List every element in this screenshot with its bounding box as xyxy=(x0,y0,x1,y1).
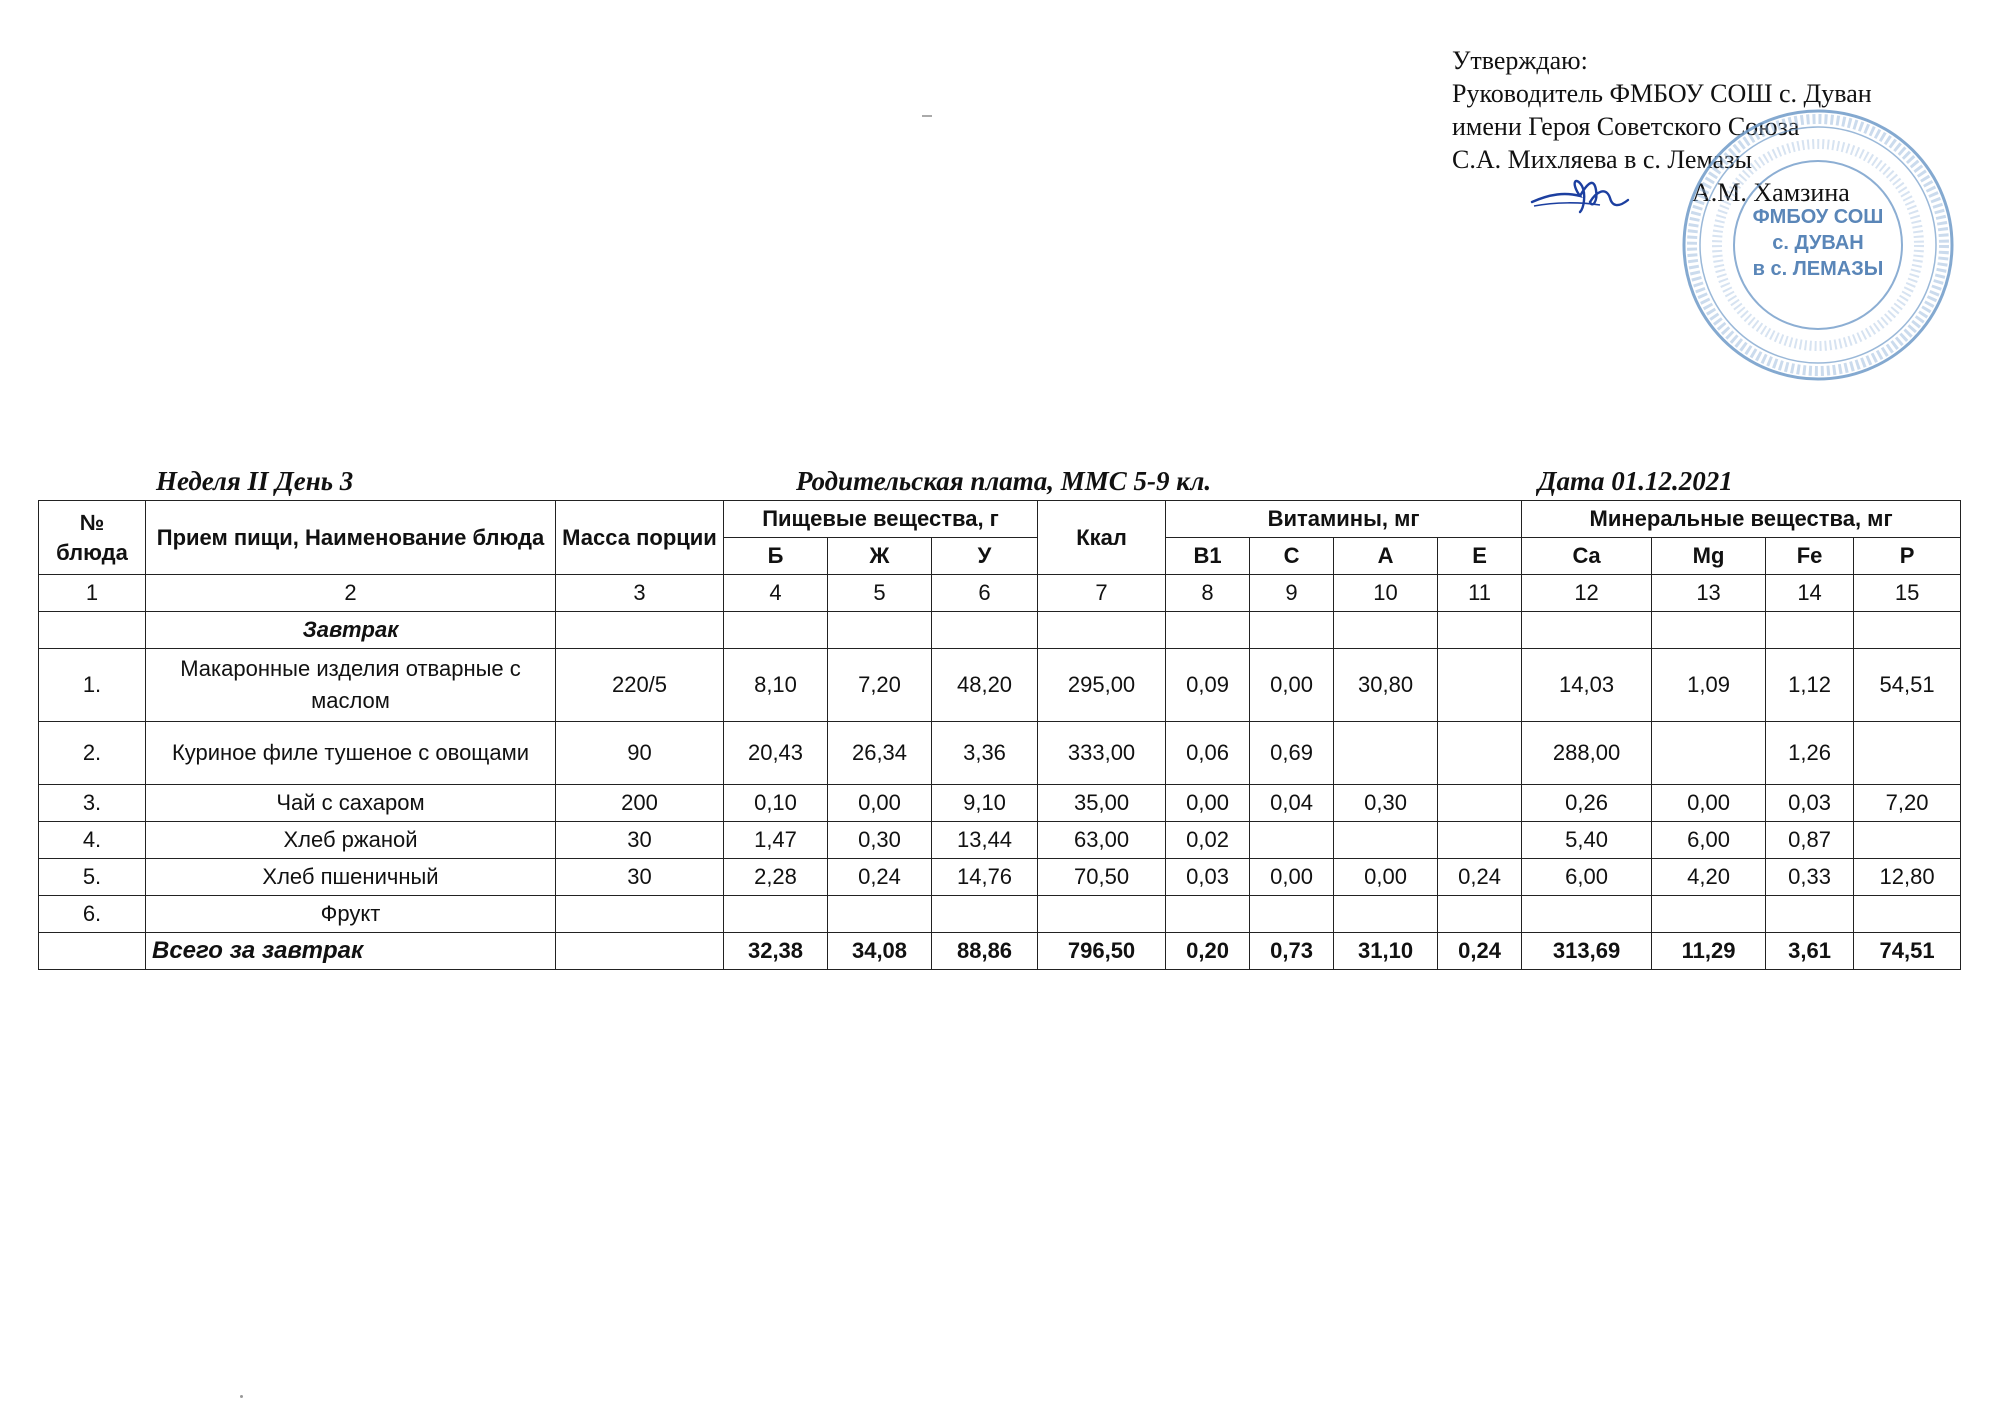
dish-a: 30,80 xyxy=(1334,649,1438,722)
dish-kcal: 295,00 xyxy=(1038,649,1166,722)
dish-zh: 7,20 xyxy=(828,649,932,722)
dish-p xyxy=(1854,722,1961,785)
empty-cell xyxy=(1166,612,1250,649)
dish-name: Хлеб ржаной xyxy=(146,822,556,859)
col-p-header: P xyxy=(1854,538,1961,575)
column-number: 9 xyxy=(1250,575,1334,612)
dish-number: 2. xyxy=(39,722,146,785)
empty-cell xyxy=(1250,612,1334,649)
section-title: Завтрак xyxy=(146,612,556,649)
dish-name: Макаронные изделия отварные с маслом xyxy=(146,649,556,722)
dish-c: 0,69 xyxy=(1250,722,1334,785)
total-b1: 0,20 xyxy=(1166,933,1250,970)
column-number: 3 xyxy=(556,575,724,612)
dish-b1: 0,00 xyxy=(1166,785,1250,822)
total-b: 32,38 xyxy=(724,933,828,970)
total-ca: 313,69 xyxy=(1522,933,1652,970)
dish-kcal xyxy=(1038,896,1166,933)
dish-rows xyxy=(39,649,1961,933)
dish-p: 12,80 xyxy=(1854,859,1961,896)
column-number-row xyxy=(39,575,1961,612)
dish-ca: 288,00 xyxy=(1522,722,1652,785)
approval-position-cont: имени Героя Советского Союза xyxy=(1452,112,1800,141)
dish-mg xyxy=(1652,722,1766,785)
empty-cell xyxy=(1854,612,1961,649)
dish-mg: 0,00 xyxy=(1652,785,1766,822)
dish-mass: 200 xyxy=(556,785,724,822)
dish-kcal: 35,00 xyxy=(1038,785,1166,822)
dish-e xyxy=(1438,896,1522,933)
col-a-header: А xyxy=(1334,538,1438,575)
empty-cell xyxy=(932,612,1038,649)
dish-p: 7,20 xyxy=(1854,785,1961,822)
dish-zh: 0,00 xyxy=(828,785,932,822)
dish-u: 13,44 xyxy=(932,822,1038,859)
dish-mg: 4,20 xyxy=(1652,859,1766,896)
dish-u: 3,36 xyxy=(932,722,1038,785)
col-c-header: С xyxy=(1250,538,1334,575)
col-mass-header: Масса порции xyxy=(556,501,724,575)
dish-u: 9,10 xyxy=(932,785,1038,822)
dish-p: 54,51 xyxy=(1854,649,1961,722)
dish-mass: 30 xyxy=(556,859,724,896)
total-u: 88,86 xyxy=(932,933,1038,970)
dish-b: 1,47 xyxy=(724,822,828,859)
table-row xyxy=(39,822,1961,859)
col-nutrients-header: Пищевые вещества, г xyxy=(724,501,1038,538)
total-mass xyxy=(556,933,724,970)
total-label: Всего за завтрак xyxy=(146,933,556,970)
column-number: 2 xyxy=(146,575,556,612)
approval-signer: А.М. Хамзина xyxy=(1692,178,1850,207)
empty-cell xyxy=(724,612,828,649)
empty-cell xyxy=(1438,612,1522,649)
col-u-header: У xyxy=(932,538,1038,575)
dish-a: 0,00 xyxy=(1334,859,1438,896)
col-b1-header: В1 xyxy=(1166,538,1250,575)
total-c: 0,73 xyxy=(1250,933,1334,970)
table-row xyxy=(39,722,1961,785)
dish-b: 0,10 xyxy=(724,785,828,822)
table-row xyxy=(39,649,1961,722)
dish-b1: 0,03 xyxy=(1166,859,1250,896)
empty-cell xyxy=(1766,612,1854,649)
dish-name: Чай с сахаром xyxy=(146,785,556,822)
total-zh: 34,08 xyxy=(828,933,932,970)
menu-date: Дата 01.12.2021 xyxy=(1538,466,1733,496)
empty-cell xyxy=(1038,612,1166,649)
dish-c xyxy=(1250,822,1334,859)
seal-line-2: с. ДУВАН xyxy=(1772,232,1864,254)
dish-kcal: 70,50 xyxy=(1038,859,1166,896)
table-row xyxy=(39,785,1961,822)
dish-fe: 0,33 xyxy=(1766,859,1854,896)
column-number: 7 xyxy=(1038,575,1166,612)
column-number: 14 xyxy=(1766,575,1854,612)
dish-mg: 6,00 xyxy=(1652,822,1766,859)
empty-cell xyxy=(828,612,932,649)
column-number: 1 xyxy=(39,575,146,612)
dish-mg xyxy=(1652,896,1766,933)
empty-cell xyxy=(556,612,724,649)
col-kcal-header: Ккал xyxy=(1038,501,1166,575)
dish-p xyxy=(1854,822,1961,859)
total-mg: 11,29 xyxy=(1652,933,1766,970)
dish-b: 2,28 xyxy=(724,859,828,896)
col-vitamins-header: Витамины, мг xyxy=(1166,501,1522,538)
dish-u xyxy=(932,896,1038,933)
dish-number: 1. xyxy=(39,649,146,722)
week-day: Неделя II День 3 xyxy=(156,466,354,496)
dish-mass: 220/5 xyxy=(556,649,724,722)
col-name-header: Прием пищи, Наименование блюда xyxy=(146,501,556,575)
total-p: 74,51 xyxy=(1854,933,1961,970)
column-number: 13 xyxy=(1652,575,1766,612)
dish-b: 8,10 xyxy=(724,649,828,722)
column-number: 15 xyxy=(1854,575,1961,612)
approval-org: С.А. Михляева в с. Лемазы xyxy=(1452,145,1752,174)
section-row xyxy=(39,612,1961,649)
dish-e xyxy=(1438,649,1522,722)
dish-fe: 0,03 xyxy=(1766,785,1854,822)
dish-e xyxy=(1438,722,1522,785)
menu-header xyxy=(40,466,1960,502)
dish-e: 0,24 xyxy=(1438,859,1522,896)
seal-line-3: в с. ЛЕМАЗЫ xyxy=(1752,258,1884,280)
dish-name: Куриное филе тушеное с овощами xyxy=(146,722,556,785)
dish-zh: 0,30 xyxy=(828,822,932,859)
dish-fe xyxy=(1766,896,1854,933)
dish-a xyxy=(1334,822,1438,859)
table-row xyxy=(39,896,1961,933)
seal-line-1: ФМБОУ СОШ xyxy=(1752,206,1884,228)
dish-number: 6. xyxy=(39,896,146,933)
dish-name: Хлеб пшеничный xyxy=(146,859,556,896)
col-num-header: № блюда xyxy=(39,501,146,575)
dish-zh: 0,24 xyxy=(828,859,932,896)
dish-mg: 1,09 xyxy=(1652,649,1766,722)
dish-ca: 6,00 xyxy=(1522,859,1652,896)
dish-kcal: 63,00 xyxy=(1038,822,1166,859)
dish-number: 4. xyxy=(39,822,146,859)
dish-name: Фрукт xyxy=(146,896,556,933)
col-ca-header: Ca xyxy=(1522,538,1652,575)
col-zh-header: Ж xyxy=(828,538,932,575)
dish-e xyxy=(1438,785,1522,822)
dish-ca: 5,40 xyxy=(1522,822,1652,859)
scan-dot xyxy=(240,1395,243,1398)
dish-ca xyxy=(1522,896,1652,933)
header-row xyxy=(39,501,1961,538)
dish-b: 20,43 xyxy=(724,722,828,785)
column-number: 4 xyxy=(724,575,828,612)
table-row xyxy=(39,859,1961,896)
dish-p xyxy=(1854,896,1961,933)
empty-cell xyxy=(1334,612,1438,649)
dish-fe: 1,26 xyxy=(1766,722,1854,785)
dish-ca: 0,26 xyxy=(1522,785,1652,822)
dish-mass xyxy=(556,896,724,933)
dish-fe: 1,12 xyxy=(1766,649,1854,722)
dish-a xyxy=(1334,896,1438,933)
column-number: 12 xyxy=(1522,575,1652,612)
dish-mass: 30 xyxy=(556,822,724,859)
dish-zh: 26,34 xyxy=(828,722,932,785)
dish-c: 0,00 xyxy=(1250,649,1334,722)
dish-a: 0,30 xyxy=(1334,785,1438,822)
dish-zh xyxy=(828,896,932,933)
column-number: 11 xyxy=(1438,575,1522,612)
dish-b1 xyxy=(1166,896,1250,933)
column-number: 8 xyxy=(1166,575,1250,612)
dish-b1: 0,09 xyxy=(1166,649,1250,722)
total-fe: 3,61 xyxy=(1766,933,1854,970)
col-fe-header: Fe xyxy=(1766,538,1854,575)
dish-c: 0,04 xyxy=(1250,785,1334,822)
stamp-icon xyxy=(1678,105,1958,385)
col-b-header: Б xyxy=(724,538,828,575)
dish-mass: 90 xyxy=(556,722,724,785)
dish-number: 5. xyxy=(39,859,146,896)
column-number: 6 xyxy=(932,575,1038,612)
payment-type: Родительская плата, ММС 5-9 кл. xyxy=(796,466,1212,496)
approval-title: Утверждаю: xyxy=(1452,46,1588,75)
dish-b1: 0,06 xyxy=(1166,722,1250,785)
empty-cell xyxy=(39,612,146,649)
empty-cell xyxy=(1652,612,1766,649)
dish-u: 48,20 xyxy=(932,649,1038,722)
dish-b1: 0,02 xyxy=(1166,822,1250,859)
scan-mark xyxy=(922,115,932,117)
column-number: 5 xyxy=(828,575,932,612)
dish-ca: 14,03 xyxy=(1522,649,1652,722)
dish-a xyxy=(1334,722,1438,785)
dish-e xyxy=(1438,822,1522,859)
empty-cell xyxy=(39,933,146,970)
dish-c: 0,00 xyxy=(1250,859,1334,896)
signature-icon xyxy=(1530,172,1630,220)
col-minerals-header: Минеральные вещества, мг xyxy=(1522,501,1961,538)
empty-cell xyxy=(1522,612,1652,649)
dish-u: 14,76 xyxy=(932,859,1038,896)
total-kcal: 796,50 xyxy=(1038,933,1166,970)
total-a: 31,10 xyxy=(1334,933,1438,970)
column-number: 10 xyxy=(1334,575,1438,612)
total-row xyxy=(39,933,1961,970)
menu-table xyxy=(38,500,1961,970)
dish-c xyxy=(1250,896,1334,933)
dish-fe: 0,87 xyxy=(1766,822,1854,859)
col-e-header: Е xyxy=(1438,538,1522,575)
col-mg-header: Mg xyxy=(1652,538,1766,575)
total-e: 0,24 xyxy=(1438,933,1522,970)
approval-position: Руководитель ФМБОУ СОШ с. Дуван xyxy=(1452,79,1872,108)
dish-number: 3. xyxy=(39,785,146,822)
dish-b xyxy=(724,896,828,933)
dish-kcal: 333,00 xyxy=(1038,722,1166,785)
